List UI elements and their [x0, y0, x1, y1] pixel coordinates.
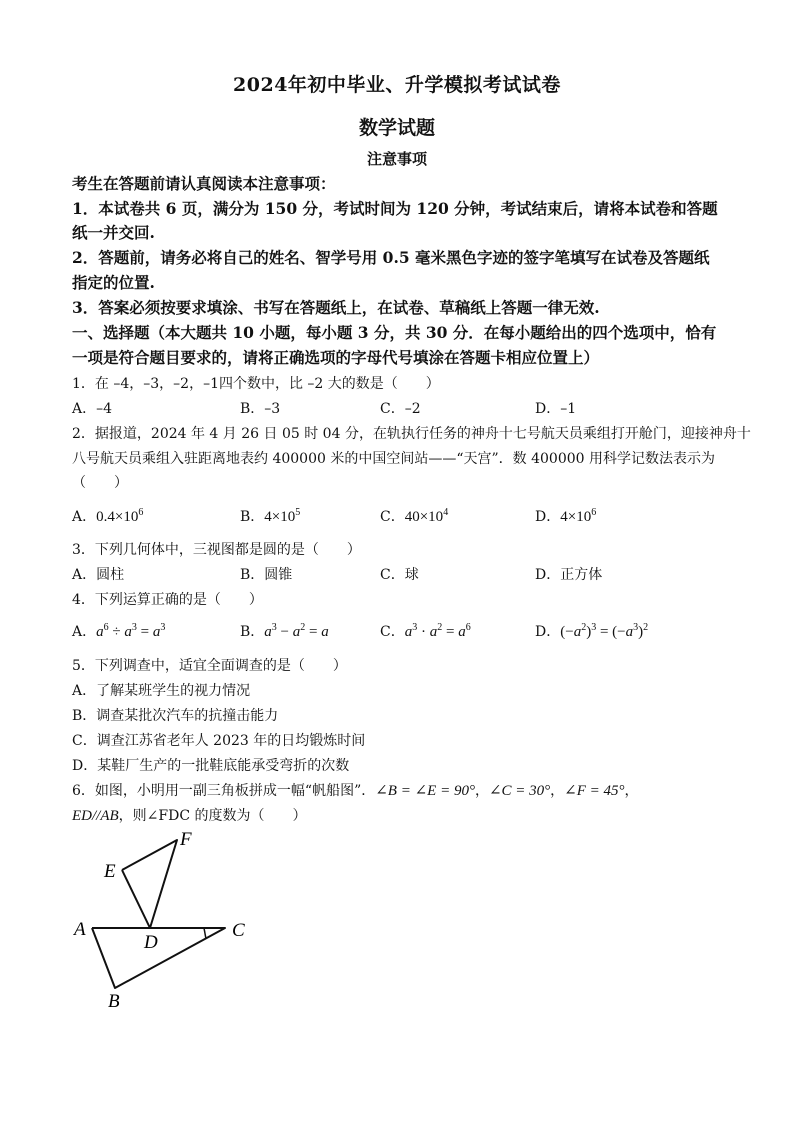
label-d: D: [144, 932, 158, 953]
question-5-stem: 5．下列调查中，适宜全面调查的是（ ）: [72, 658, 347, 674]
question-4-stem: 4．下列运算正确的是（ ）: [72, 592, 263, 608]
instructions-intro: 考生在答题前请认真阅读本注意事项：: [72, 174, 336, 193]
question-5-option-d: D．某鞋厂生产的一批鞋底能承受弯折的次数: [72, 758, 350, 774]
option-exponent: 6: [591, 507, 597, 518]
section1-heading-line1: 一、选择题（本大题共 10 小题，每小题 3 分，共 30 分．在每小题给出的四个选项中，恰有: [72, 323, 717, 342]
option-math: [405, 509, 448, 525]
option-label: A．: [72, 509, 97, 525]
angle-mark-c: [204, 928, 206, 939]
option-math: $a^3 - a^2 = a$: [264, 622, 329, 640]
question-3-option-b: B．圆锥: [240, 567, 293, 583]
instruction-1-line2: 纸一并交回.: [72, 223, 155, 242]
question-3-option-d: D．正方体: [535, 567, 603, 583]
option-base: 40×10: [404, 509, 444, 525]
option-label: B．: [240, 624, 265, 640]
question-6-stem: 6．如图，小明用一副三角板拼成一幅“帆船图”．: [72, 783, 376, 799]
section1-heading-line2: 一项是符合题目要求的，请将正确选项的字母代号填涂在答题卡相应位置上）: [72, 348, 600, 367]
option-exponent: 5: [295, 507, 301, 518]
instruction-2-line2: 指定的位置.: [72, 273, 155, 292]
question-2-line2: 八号航天员乘组入驻距离地表约 400000 米的中国空间站——“天宫”．数 400000 用科学记数法表示为: [72, 451, 715, 467]
question-3-stem: 3．下列几何体中，三视图都是圆的是（ ）: [72, 542, 361, 558]
parallel-condition: ED//AB: [72, 808, 119, 824]
option-math: [560, 509, 596, 525]
question-2-option-b: [240, 506, 300, 526]
option-base: 4×10: [264, 509, 296, 525]
option-math: $a^3 \cdot a^2 = a^6$: [404, 622, 471, 640]
question-1-stem: 1．在 –4，–3，–2，–1四个数中，比 –2 大的数是（ ）: [72, 376, 440, 392]
option-label: C．: [380, 509, 405, 525]
condition-angles-b-e: ∠B = ∠E = 90°: [375, 783, 475, 799]
question-5-option-a: A．了解某班学生的视力情况: [72, 683, 251, 699]
question-4-option-c: [380, 621, 471, 641]
triangle-def: [122, 840, 177, 928]
question-6-ask: ，则∠FDC 的度数为（ ）: [118, 808, 307, 824]
exam-subtitle: 数学试题: [358, 117, 435, 139]
label-c: C: [232, 920, 245, 941]
option-math: $a^6 \div a^3 = a^3$: [96, 622, 166, 640]
option-base: 4×10: [560, 509, 592, 525]
option-label: C．: [380, 624, 405, 640]
question-2-line1: 2．据报道，2024 年 4 月 26 日 05 时 04 分，在轨执行任务的神舟十七号航天员乘组打开舱门，迎接神舟十: [72, 426, 751, 442]
option-label: D．: [535, 624, 561, 640]
question-4-option-a: [72, 621, 165, 641]
question-2-line3: （ ）: [72, 475, 128, 491]
option-math: [96, 509, 143, 525]
question-5-option-c: C．调查江苏省老年人 2023 年的日均锻炼时间: [72, 733, 366, 749]
instruction-1-line1: 1．本试卷共 6 页，满分为 150 分，考试时间为 120 分钟，考试结束后，请将本试卷和答题: [72, 199, 718, 218]
instruction-3: 3．答案必须按要求填涂、书写在答题纸上，在试卷、草稿纸上答题一律无效.: [72, 298, 600, 317]
option-math: [264, 509, 300, 525]
question-2-option-d: [535, 506, 596, 526]
question-1-option-b: B．–3: [240, 401, 281, 417]
option-base: 0.4×10: [96, 509, 139, 525]
option-label: B．: [240, 509, 265, 525]
option-exponent: 4: [443, 507, 449, 518]
question-4-option-b: [240, 621, 329, 641]
question-1-option-c: C．–2: [380, 401, 421, 417]
instruction-2-line1: 2．答题前，请务必将自己的姓名、智学号用 0.5 毫米黑色字迹的签字笔填写在试卷及答题纸: [72, 248, 710, 267]
notice-heading: 注意事项: [366, 150, 427, 168]
label-b: B: [108, 991, 120, 1010]
question-1-option-d: D．–1: [535, 401, 577, 417]
sailboat-figure: [70, 825, 270, 1010]
question-2-option-c: [380, 506, 448, 526]
question-3-option-a: A．圆柱: [72, 567, 125, 583]
question-3-option-c: C．球: [380, 567, 419, 583]
question-6-line2: [72, 805, 307, 825]
label-e: E: [104, 861, 116, 882]
option-label: D．: [535, 509, 561, 525]
label-a: A: [74, 919, 86, 940]
question-1-option-a: A．–4: [72, 401, 113, 417]
exam-title: 2024年初中毕业、升学模拟考试试卷: [233, 74, 561, 96]
question-4-option-d: [535, 621, 648, 641]
question-2-option-a: [72, 506, 143, 526]
question-5-option-b: B．调查某批次汽车的抗撞击能力: [72, 708, 279, 724]
option-math: $(-a^2)^3 = (-a^3)^2$: [560, 622, 649, 640]
option-label: A．: [72, 624, 97, 640]
label-f: F: [180, 829, 192, 850]
question-6-line1: 6．如图，小明用一副三角板拼成一幅“帆船图”．∠B = ∠E = 90°，∠C = 30°，∠F = 45°，: [72, 783, 639, 799]
condition-angle-c: ∠C = 30°: [488, 783, 551, 799]
condition-angle-f: ∠F = 45°: [564, 783, 625, 799]
option-exponent: 6: [138, 507, 144, 518]
